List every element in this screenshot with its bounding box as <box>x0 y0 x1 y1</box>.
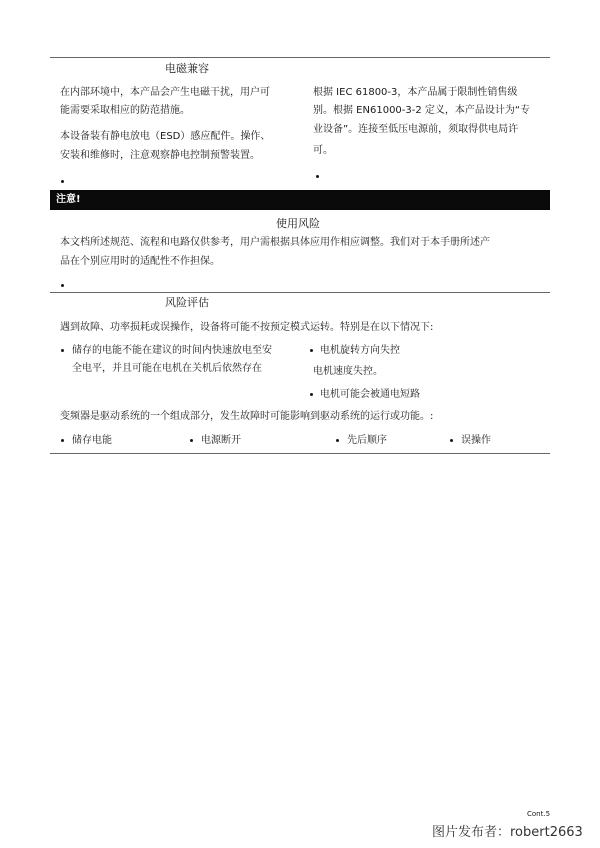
bullet-dot <box>61 439 64 442</box>
emc-heading: 电磁兼容 <box>165 62 209 75</box>
bullet-dot <box>61 284 64 287</box>
top-divider <box>50 57 550 58</box>
bullet-dot <box>450 439 453 442</box>
bullet-dot <box>336 439 339 442</box>
risk-item: 先后顺序 <box>347 435 387 446</box>
emc-right-p1-line4: 可。 <box>313 145 333 156</box>
bullet-dot <box>310 349 313 352</box>
page-number: Cont.5 <box>527 810 551 818</box>
bullet-dot <box>310 393 313 396</box>
risk-left-bullet-line2: 全电平，并且可能在电机在关机后依然存在 <box>72 363 262 374</box>
section-divider <box>50 292 550 293</box>
bullet-dot <box>61 180 64 183</box>
risk-right-bullet1-line2: 电机速度失控。 <box>313 366 383 377</box>
usage-risk-line2: 品在个别应用时的适配性不作担保。 <box>60 256 220 267</box>
watermark: 图片发布者：robert2663 <box>432 825 583 840</box>
notice-label: 注意! <box>56 194 81 205</box>
emc-left-p1-line1: 在内部环境中，本产品会产生电磁干扰，用户可 <box>60 87 270 98</box>
risk-right-bullet2: 电机可能会被通电短路 <box>320 389 420 400</box>
risk-assessment-heading: 风险评估 <box>165 296 209 309</box>
emc-left-p2-line1: 本设备装有静电放电（ESD）感应配件。操作、 <box>60 131 271 142</box>
bullet-dot <box>316 175 319 178</box>
bottom-divider <box>50 453 550 454</box>
bullet-dot <box>61 349 64 352</box>
emc-right-p1-line2: 别。根据 EN61000-3-2 定义，本产品设计为“专 <box>313 105 531 116</box>
usage-risk-heading: 使用风险 <box>276 217 320 230</box>
emc-left-p2-line2: 安装和维修时，注意观察静电控制预警装置。 <box>60 150 260 161</box>
risk-intro: 遇到故障、功率损耗或误操作，设备将可能不按预定模式运转。特别是在以下情况下: <box>60 322 434 333</box>
emc-right-p1-line3: 业设备”。连接至低压电源前，须取得供电局许 <box>313 124 519 135</box>
risk-right-bullet1-line1: 电机旋转方向失控 <box>320 345 400 356</box>
risk-system-line: 变频器是驱动系统的一个组成部分，发生故障时可能影响到驱动系统的运行或功能。: <box>60 411 434 422</box>
emc-left-p1-line2: 能需要采取相应的防范措施。 <box>60 105 190 116</box>
risk-left-bullet-line1: 储存的电能不能在建议的时间内快速放电至安 <box>72 345 272 356</box>
emc-right-p1-line1: 根据 IEC 61800-3，本产品属于限制性销售级 <box>313 87 518 98</box>
risk-item: 电源断开 <box>201 435 241 446</box>
risk-item: 储存电能 <box>72 435 112 446</box>
usage-risk-line1: 本文档所述规范、流程和电路仅供参考，用户需根据具体应用作相应调整。我们对于本手册所述产 <box>60 237 490 248</box>
notice-bar <box>50 190 550 210</box>
bullet-dot <box>190 439 193 442</box>
risk-item: 误操作 <box>461 435 491 446</box>
